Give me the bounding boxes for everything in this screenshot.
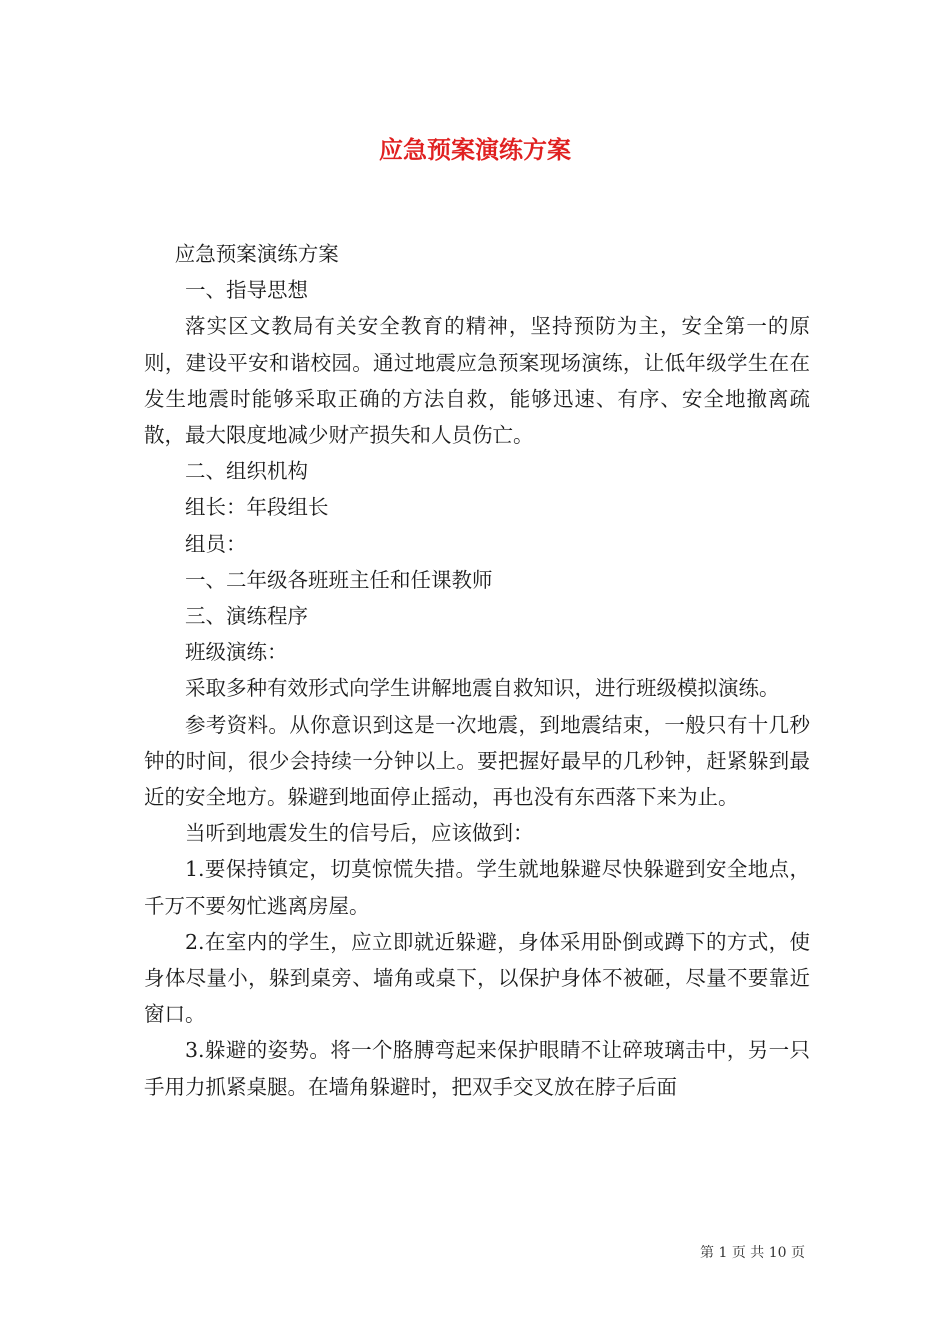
page-title: 应急预案演练方案 <box>379 135 571 164</box>
paragraph: 落实区文教局有关安全教育的精神，坚持预防为主，安全第一的原则，建设平安和谐校园。通过地震应急预案现场演练，让低年级学生在在发生地震时能够采取正确的方法自救，能够迅速、有序、安全地撤离疏散，最大限度地减少财产损失和人员伤亡。 <box>144 314 810 448</box>
list-item: 2.在室内的学生，应立即就近躲避，身体采用卧倒或蹲下的方式，使身体尽量小，躲到桌旁、墙角或桌下，以保护身体不被砸，尽量不要靠近窗口。 <box>144 929 810 1027</box>
list-item: 3.躲避的姿势。将一个胳膊弯起来保护眼睛不让碎玻璃击中，另一只手用力抓紧桌腿。在墙角躲避时，把双手交叉放在脖子后面 <box>144 1038 810 1099</box>
list-item: 1.要保持镇定，切莫惊慌失措。学生就地躲避尽快躲避到安全地点，千万不要匆忙逃离房屋。 <box>144 857 810 918</box>
paragraph: 参考资料。从你意识到这是一次地震，到地震结束，一般只有十几秒钟的时间，很少会持续一分钟以上。要把握好最早的几秒钟，赶紧躲到最近的安全地方。躲避到地面停止摇动，再也没有东西落下来为止。 <box>144 712 810 810</box>
section-heading-procedure: 三、演练程序 <box>185 604 308 629</box>
page-footer: 第 1 页 共 10 页 <box>700 1245 805 1261</box>
paragraph: 班级演练： <box>185 640 288 665</box>
document-body <box>144 236 810 1105</box>
section-heading-guiding-idea: 一、指导思想 <box>185 278 308 303</box>
section-heading-organization: 二、组织机构 <box>185 459 308 484</box>
paragraph: 组员： <box>185 531 247 556</box>
paragraph: 当听到地震发生的信号后，应该做到： <box>185 821 534 846</box>
paragraph-heading: 应急预案演练方案 <box>174 242 339 266</box>
paragraph: 一、二年级各班班主任和任课教师 <box>185 567 493 592</box>
paragraph: 采取多种有效形式向学生讲解地震自救知识，进行班级模拟演练。 <box>185 676 780 701</box>
paragraph: 组长：年段组长 <box>185 495 329 520</box>
